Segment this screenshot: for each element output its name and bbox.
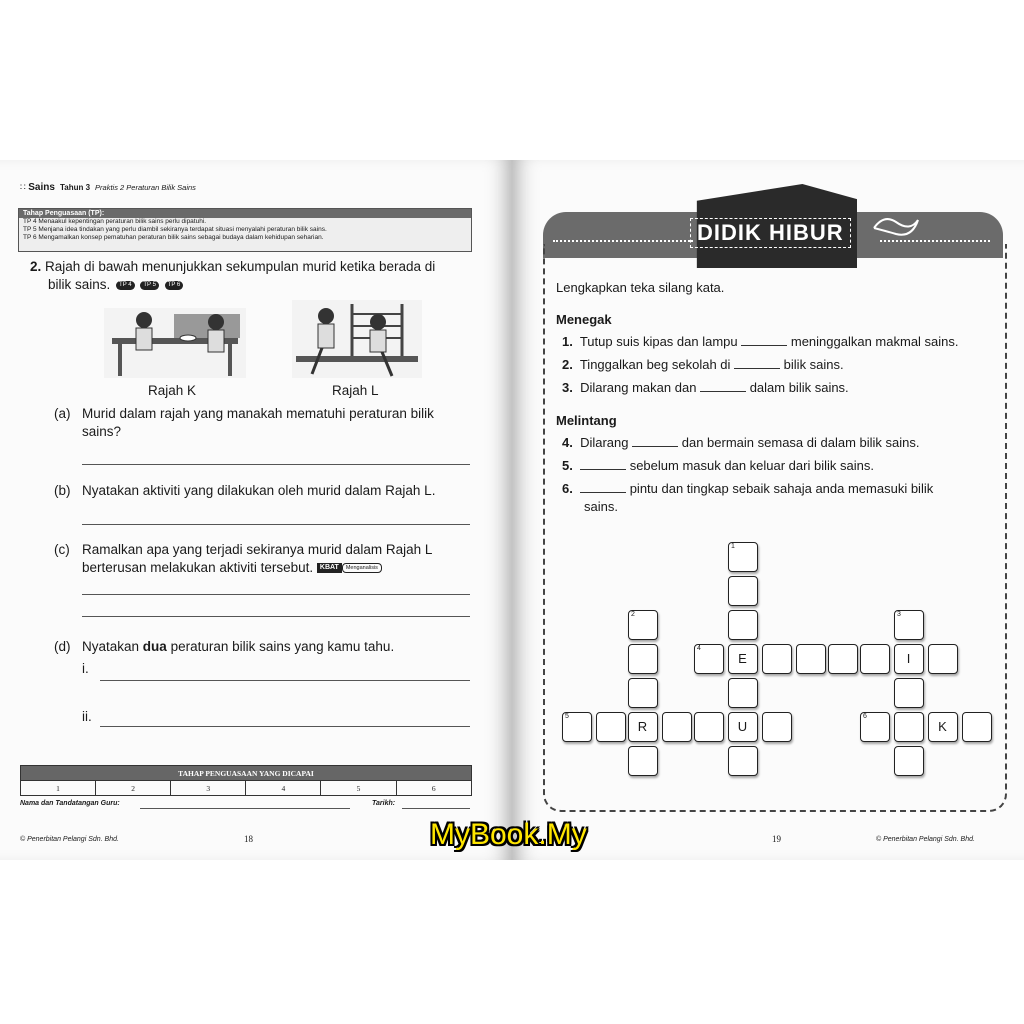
clue-post: pintu dan tingkap sebaik sahaja anda memasuki bilik: [629, 481, 934, 496]
clue-number: 4.: [562, 435, 573, 450]
caption-text: Rajah K: [148, 383, 197, 398]
clue-number: 3.: [562, 380, 573, 395]
watermark: MyBook.My: [430, 818, 587, 851]
topic-label: Praktis 2 Peraturan Bilik Sains: [95, 183, 196, 192]
part-b-text: Nyatakan aktiviti yang dilakukan oleh murid dalam Rajah L.: [82, 483, 436, 498]
rss-icon: ∷: [20, 182, 26, 192]
part-a-line2: sains?: [82, 424, 122, 439]
crossword-cell[interactable]: [894, 610, 924, 640]
crossword-grid: [0, 160, 1024, 860]
crossword-cell[interactable]: [860, 644, 890, 674]
instruction: Lengkapkan teka silang kata.: [556, 280, 725, 295]
crossword-cell[interactable]: [628, 610, 658, 640]
clue-post: dan bermain semasa di dalam bilik sains.: [681, 435, 920, 450]
date-label: Tarikh:: [372, 800, 396, 807]
teacher-sign-label: Nama dan Tandatangan Guru:: [20, 800, 120, 807]
clue-post: sebelum masuk dan keluar dari bilik sains.: [629, 458, 874, 473]
question-number: 2.: [30, 259, 42, 274]
cell-number: 5: [565, 713, 569, 720]
part-c-line1: Ramalkan apa yang terjadi sekiranya murid dalam Rajah L: [82, 542, 433, 557]
clue-post: meninggalkan makmal sains.: [790, 334, 959, 349]
crossword-cell[interactable]: [928, 644, 958, 674]
banner-title: DIDIK HIBUR: [690, 218, 851, 248]
crossword-cell[interactable]: [928, 712, 958, 742]
crossword-cell[interactable]: [860, 712, 890, 742]
part-d-bold: dua: [142, 639, 167, 654]
clue-pre: Dilarang makan dan: [580, 380, 697, 395]
tp-line: TP 4 Menaakul kepentingan peraturan bilik sains perlu dipatuhi.: [23, 218, 207, 225]
part-a-label: (a): [54, 406, 71, 421]
across-title: Melintang: [556, 413, 617, 428]
tp-badge: TP 5: [140, 281, 159, 290]
crossword-cell[interactable]: [894, 712, 924, 742]
mastery-table-title: TAHAP PENGUASAAN YANG DICAPAI: [21, 766, 472, 781]
tp-badge: TP 4: [116, 281, 135, 290]
tp-badge: TP 6: [165, 281, 184, 290]
crossword-cell[interactable]: [728, 712, 758, 742]
clue-pre: Dilarang: [580, 435, 629, 450]
cell-letter: U: [737, 719, 748, 734]
part-b-label: (b): [54, 483, 71, 498]
crossword-cell[interactable]: [728, 576, 758, 606]
crossword-cell[interactable]: [728, 746, 758, 776]
part-d-pre: Nyatakan: [82, 639, 143, 654]
crossword-cell[interactable]: [894, 746, 924, 776]
down-title: Menegak: [556, 312, 612, 327]
crossword-cell[interactable]: [596, 712, 626, 742]
cell-number: 2: [631, 611, 635, 618]
part-c-line2: berterusan melakukan aktiviti tersebut.: [82, 560, 314, 575]
crossword-cell[interactable]: [628, 678, 658, 708]
crossword-cell[interactable]: [694, 644, 724, 674]
question-line1: Rajah di bawah menunjukkan sekumpulan murid ketika berada di: [45, 259, 436, 274]
tp-title: Tahap Penguasaan (TP):: [19, 209, 471, 218]
mastery-level[interactable]: 1: [21, 781, 96, 796]
mastery-level[interactable]: 3: [171, 781, 246, 796]
cell-letter: K: [938, 719, 947, 734]
crossword-cell[interactable]: [628, 712, 658, 742]
year-label: Tahun 3: [59, 183, 91, 192]
page-number-left: 18: [244, 834, 253, 844]
clue-post: bilik sains.: [783, 357, 844, 372]
part-d-i: i.: [82, 661, 89, 676]
mastery-level[interactable]: 2: [96, 781, 171, 796]
clue-pre: Tinggalkan beg sekolah di: [579, 357, 731, 372]
crossword-cell[interactable]: [662, 712, 692, 742]
crossword-cell[interactable]: [728, 678, 758, 708]
part-d-post: peraturan bilik sains yang kamu tahu.: [166, 639, 395, 654]
clue-pre: Tutup suis kipas dan lampu: [579, 334, 738, 349]
crossword-cell[interactable]: [762, 644, 792, 674]
kbat-badge: KBAT: [317, 563, 342, 573]
part-d-label: (d): [54, 639, 71, 654]
crossword-cell[interactable]: [796, 644, 826, 674]
cell-number: 3: [897, 611, 901, 618]
across-clue-6-cont: sains.: [584, 499, 618, 514]
crossword-cell[interactable]: [628, 644, 658, 674]
clue-number: 6.: [562, 481, 573, 496]
part-c-label: (c): [54, 542, 70, 557]
kbat-skill: Menganalisis: [342, 563, 382, 573]
cell-number: 6: [863, 713, 867, 720]
mastery-level[interactable]: 6: [396, 781, 471, 796]
crossword-cell[interactable]: [894, 644, 924, 674]
part-d-ii: ii.: [82, 709, 92, 724]
crossword-cell[interactable]: [762, 712, 792, 742]
mastery-level[interactable]: 5: [321, 781, 396, 796]
part-a-line1: Murid dalam rajah yang manakah mematuhi peraturan bilik: [82, 406, 434, 421]
cell-letter: R: [637, 719, 648, 734]
caption-text: Rajah L: [332, 383, 379, 398]
question-line2: bilik sains.: [48, 277, 111, 292]
clue-post: dalam bilik sains.: [749, 380, 849, 395]
crossword-cell[interactable]: [628, 746, 658, 776]
clue-number: 1.: [562, 334, 573, 349]
crossword-cell[interactable]: [728, 610, 758, 640]
mastery-level[interactable]: 4: [246, 781, 321, 796]
open-workbook: [0, 160, 1024, 860]
cell-letter: E: [738, 651, 747, 666]
crossword-cell[interactable]: [562, 712, 592, 742]
clue-number: 5.: [562, 458, 573, 473]
crossword-cell[interactable]: [962, 712, 992, 742]
cell-number: 1: [731, 543, 735, 550]
crossword-cell[interactable]: [728, 644, 758, 674]
copyright-left: © Penerbitan Pelangi Sdn. Bhd.: [20, 836, 119, 843]
crossword-cell[interactable]: [728, 542, 758, 572]
subject-label: Sains: [28, 182, 55, 193]
cell-number: 4: [697, 645, 701, 652]
page-number-right: 19: [772, 834, 781, 844]
tp-line: TP 6 Mengamalkan konsep pematuhan peraturan bilik sains sebagai budaya dalam kehidupan seharian.: [23, 234, 324, 241]
copyright-right: © Penerbitan Pelangi Sdn. Bhd.: [876, 836, 975, 843]
tp-line: TP 5 Menjana idea tindakan yang perlu diambil sekiranya terdapat situasi menyalahi peraturan bilik sains.: [23, 226, 327, 233]
clue-number: 2.: [562, 357, 573, 372]
crossword-cell[interactable]: [894, 678, 924, 708]
crossword-cell[interactable]: [694, 712, 724, 742]
crossword-cell[interactable]: [828, 644, 858, 674]
cell-letter: I: [906, 651, 911, 666]
